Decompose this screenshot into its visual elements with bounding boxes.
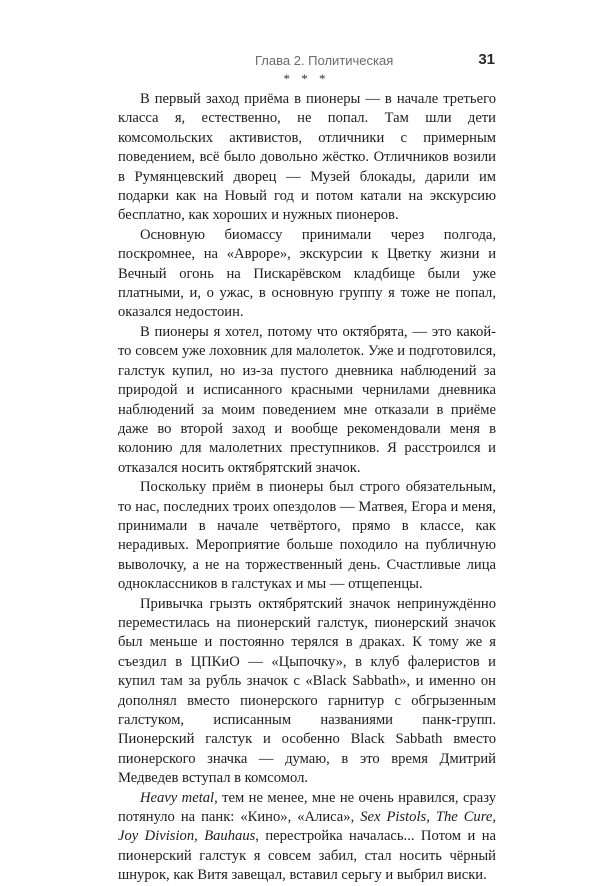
paragraph: В первый заход приёма в пионеры — в начале третьего класса я, естественно, не попал. Там шли дети комсомольских активистов, отличники с примерным поведением, всё было довольно жёстко. Отличников возили в Румянцевский дворец — Музей блокады, дарили им подарки как на Новый год и потом катали на экскурсию бесплатно, как хороших и нужных пионеров. [118,91,496,224]
paragraph: Поскольку приём в пионеры был строго обязательным, то нас, последних троих опездолов — Матвея, Егора и меня, принимали в начале четвёртого, прямо в классе, как нерадивых. Мероприятие больше походило на публичную выволочку, а не на торжественный день. Счастливые лица одноклассников в галстуках и мы — отщепенцы. [118,479,496,593]
italic-band-names: Sex Pistols, The Cure, Joy Division, Bauhaus [118,809,496,845]
page-number: 31 [478,51,495,68]
body-text [118,90,496,886]
section-separator: * * * [283,71,330,86]
text-span: , перестройка началась... Потом и на пионерский галстук я совсем забил, стал носить чёрный шнурок, как Витя завещал, вставил серьгу и выбрил виски. [118,828,496,884]
paragraph: В пионеры я хотел, потому что октябрята, — это какой-то совсем уже лоховник для малолеток. Уже и подготовился, галстук купил, но из-за пустого дневника наблюдений за природой и исписанного красными чернилами дневника наблюдений за моим поведением мне отказали в приёме даже во второй заход и вообще рекомендовали меня в колонию для малолетних преступников. Я расстроился и отказался носить октябрятский значок. [118,323,496,476]
paragraph: Основную биомассу принимали через полгода, поскромнее, на «Авроре», экскурсии к Цветку жизни и Вечный огонь на Пискарёвском кладбище были уже платными, и, о ужас, в основную группу я тоже не попал, оказался недостоин. [118,226,496,321]
paragraph-last [118,789,496,886]
paragraph: Привычка грызть октябрятский значок непринуждённо переместилась на пионерский галстук, пионерский значок был меньше и постоянно терялся в драках. К тому же я съездил в ЦПКиО — «Цыпочку», в клуб фалеристов и купил там за рубль значок с «Black Sabbath», и именно он дополнял вместо пионерского гарнитур с обгрызенным галстуком, исписанным названиями панк-групп. Пионерский галстук и особенно Black Sabbath вместо пионерского значка — думаю, в это время Дмитрий Медведев вступал в комсомол. [118,595,496,787]
text-span: , тем не менее, мне не очень нравился, сразу потянуло на панк: «Кино», «Алиса», [118,789,496,826]
page-header [118,46,495,68]
running-head: Глава 2. Политическая [255,53,394,68]
italic-heavy-metal: Heavy metal [140,789,215,806]
